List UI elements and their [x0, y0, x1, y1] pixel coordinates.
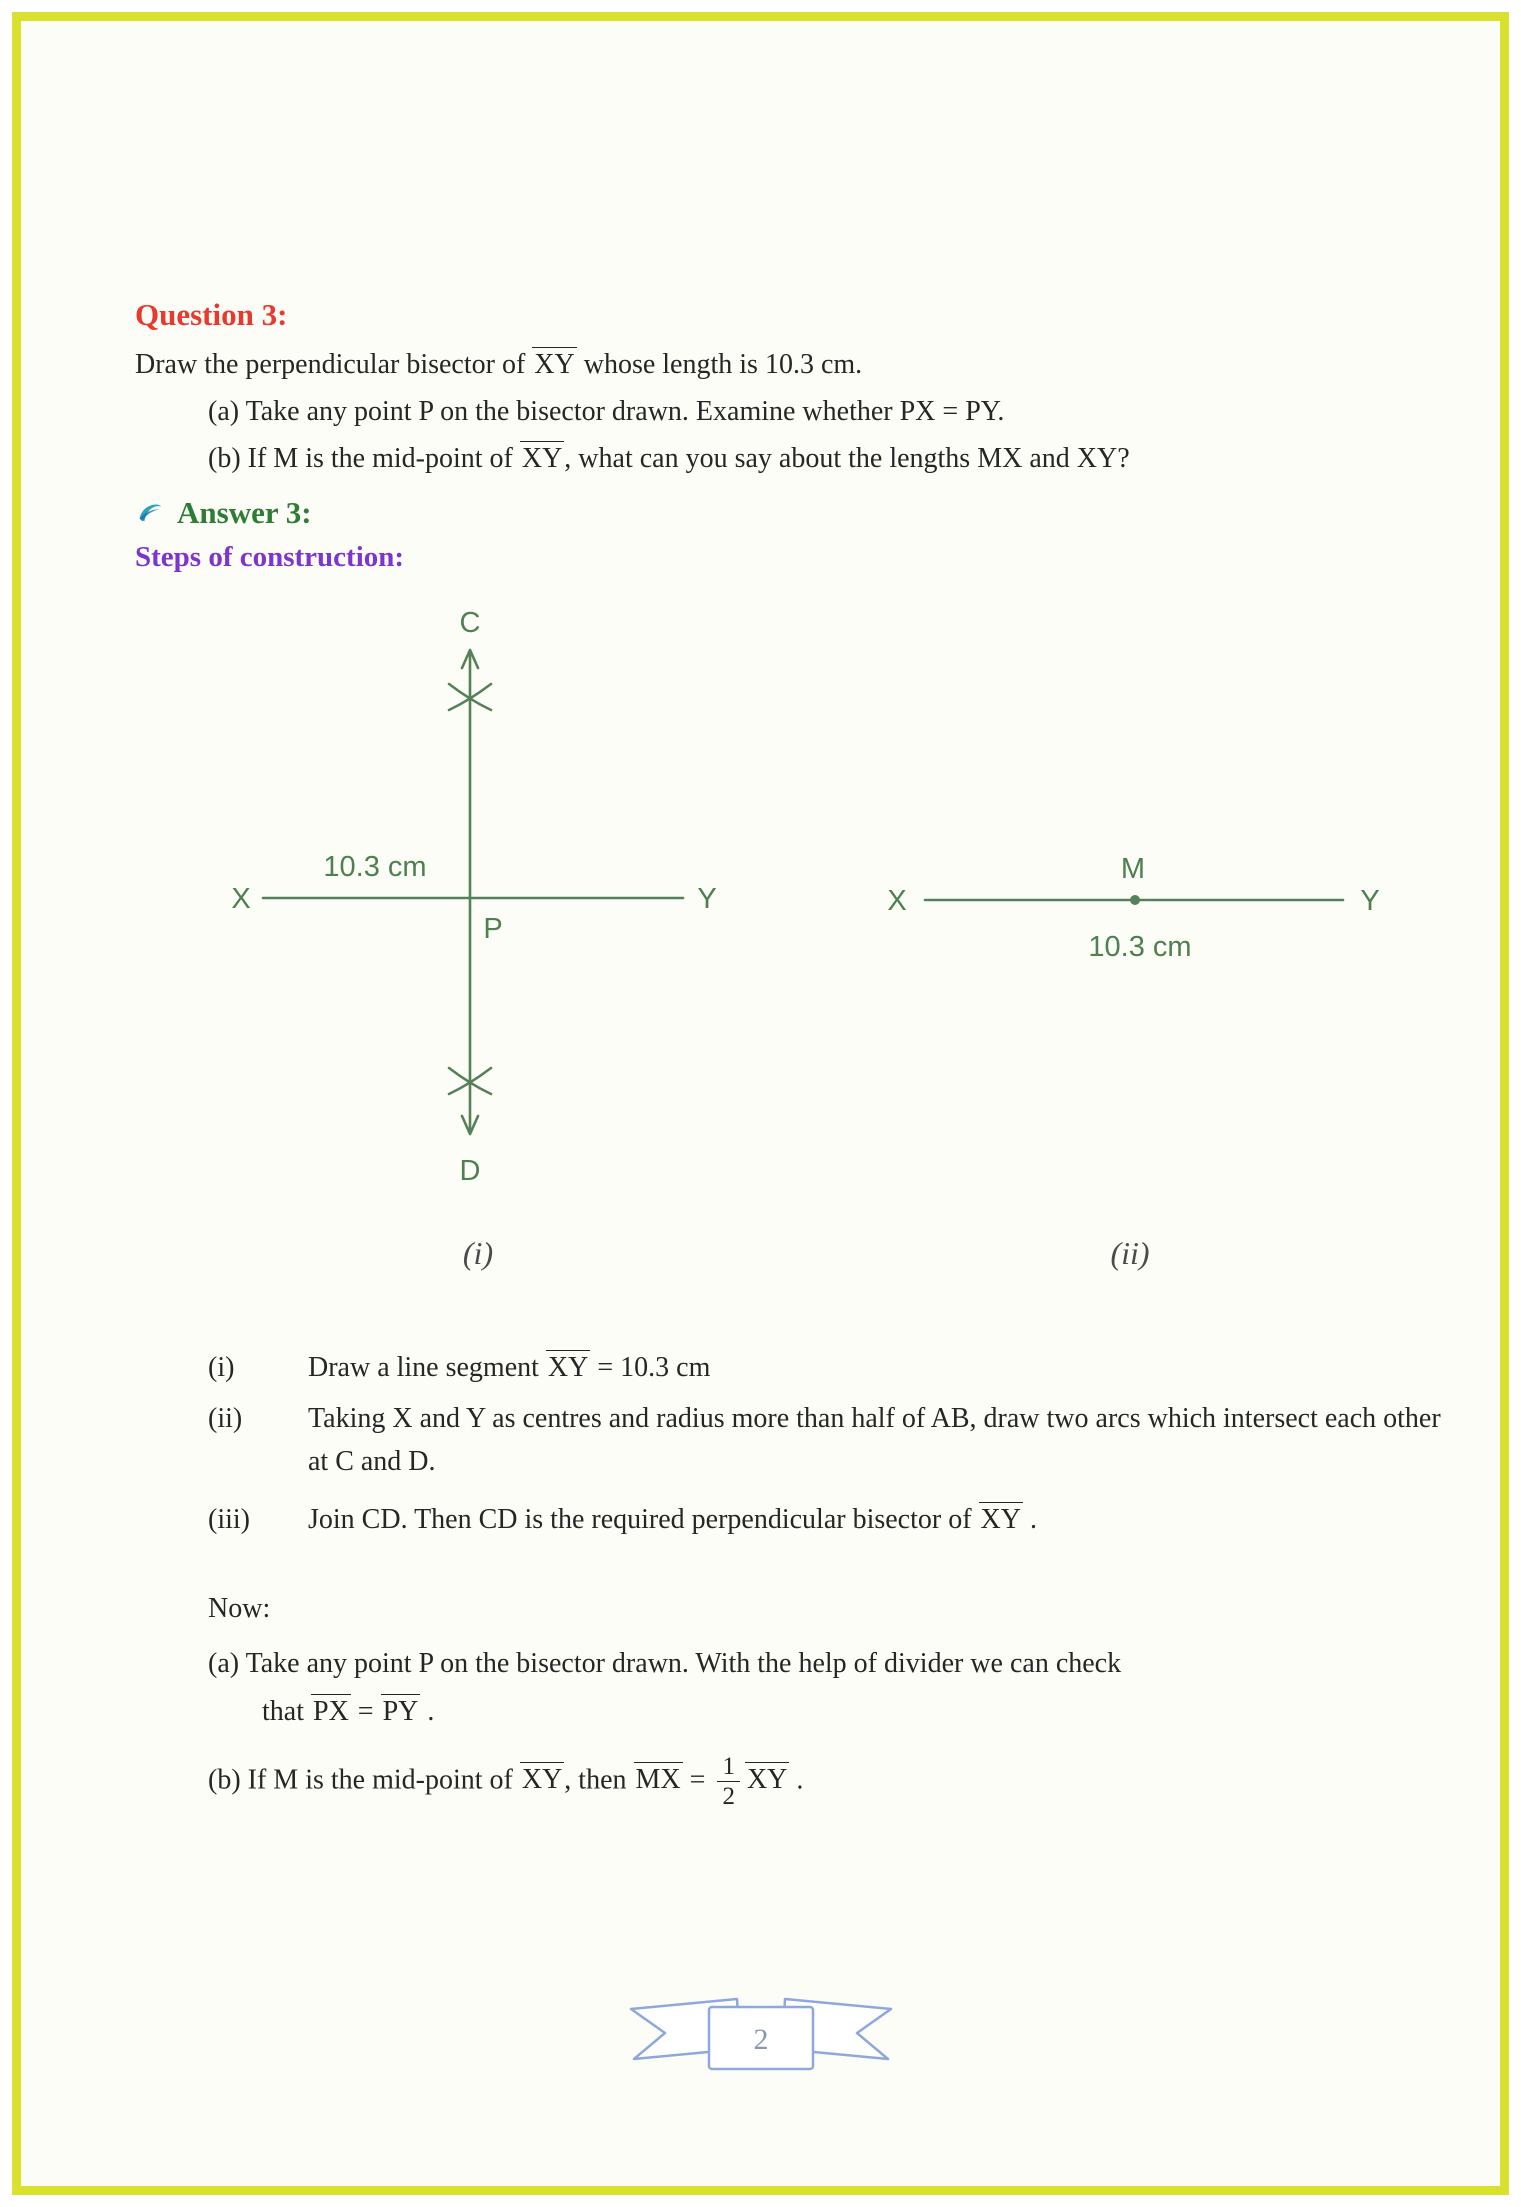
py-overline-segment: PY	[382, 1695, 419, 1727]
conclusion-b	[208, 1753, 1444, 1811]
step3-post: .	[1023, 1503, 1037, 1535]
answer-logo-icon	[135, 498, 165, 528]
intro-text-post: whose length is 10.3 cm.	[576, 349, 863, 380]
length-label-fig2: 10.3 cm	[1088, 930, 1192, 963]
that-text: that	[262, 1695, 311, 1727]
midpoint-m-dot	[1130, 895, 1140, 905]
xy-overline-segment: XY	[534, 349, 575, 380]
question-part-b	[135, 439, 1444, 478]
step-number: (i)	[208, 1351, 235, 1383]
part-b-post: , what can you say about the lengths MX and XY?	[564, 443, 1130, 475]
fraction-one-half	[717, 1753, 740, 1811]
conclusion-a-line1: (a) Take any point P on the bisector drawn. With the help of divider we can check	[208, 1648, 1122, 1680]
period: .	[420, 1695, 435, 1727]
b-then: , then	[564, 1764, 634, 1796]
label-point-m: M	[1120, 852, 1146, 885]
step-text: Taking X and Y as centres and radius more than half of AB, draw two arcs which intersect each other at C and D.	[308, 1402, 1441, 1478]
steps-list	[135, 1346, 1444, 1542]
step-item-3	[208, 1498, 1444, 1541]
now-label: Now:	[208, 1593, 271, 1625]
b-pre: (b) If M is the mid-point of	[208, 1764, 520, 1796]
step-text	[308, 1498, 1444, 1541]
question-heading: Question 3:	[135, 297, 288, 332]
equals-sign: =	[350, 1695, 381, 1727]
page-number-ribbon	[611, 1993, 911, 2085]
label-point-x-fig1: X	[231, 882, 251, 915]
answer-heading-row	[135, 495, 1444, 531]
intro-text-pre: Draw the perpendicular bisector of	[135, 349, 533, 380]
figures-canvas	[135, 588, 1446, 1288]
conclusion-a-line2	[208, 1692, 1444, 1731]
step1-pre: Draw a line segment	[308, 1351, 546, 1383]
answer-heading: Answer 3:	[177, 494, 312, 530]
label-point-d: D	[459, 1154, 481, 1187]
step1-post: = 10.3 cm	[590, 1351, 711, 1383]
page-number: 2	[753, 2023, 768, 2056]
question-intro	[135, 345, 1444, 384]
page-content	[135, 297, 1444, 1811]
construction-figures	[135, 588, 1444, 1288]
page-footer	[21, 1993, 1500, 2085]
caption-figure-ii: (ii)	[1110, 1234, 1150, 1271]
length-label-fig1: 10.3 cm	[323, 850, 427, 883]
mx-overline-segment: MX	[635, 1764, 681, 1796]
fraction-denominator: 2	[722, 1783, 735, 1811]
label-point-y-fig1: Y	[697, 882, 717, 915]
label-point-c: C	[459, 606, 481, 639]
step-text	[308, 1346, 1444, 1389]
label-point-p: P	[483, 912, 503, 945]
fraction-numerator: 1	[717, 1753, 740, 1783]
label-point-y-fig2: Y	[1360, 884, 1380, 917]
question-part-a: (a) Take any point P on the bisector drawn. Examine whether PX = PY.	[208, 396, 1005, 428]
step-number: (ii)	[208, 1402, 243, 1434]
part-b-pre: (b) If M is the mid-point of	[208, 443, 520, 475]
xy-overline-segment: XY	[521, 443, 563, 475]
period: .	[789, 1764, 804, 1796]
equals-sign: =	[682, 1764, 713, 1796]
step3-pre: Join CD. Then CD is the required perpendicular bisector of	[308, 1503, 979, 1535]
step-item-1	[208, 1346, 1444, 1389]
caption-figure-i: (i)	[462, 1234, 494, 1271]
px-overline-segment: PX	[313, 1695, 349, 1727]
xy-overline-segment: XY	[980, 1503, 1021, 1535]
xy-overline-segment: XY	[547, 1351, 589, 1383]
label-point-x-fig2: X	[887, 884, 907, 917]
xy-overline-segment: XY	[521, 1764, 563, 1796]
conclusion-section	[135, 1589, 1444, 1811]
page-border-frame	[12, 12, 1509, 2195]
step-number: (iii)	[208, 1503, 250, 1535]
steps-of-construction-heading: Steps of construction:	[135, 540, 405, 573]
step-item-2	[208, 1397, 1444, 1484]
xy-overline-segment: XY	[746, 1764, 788, 1796]
